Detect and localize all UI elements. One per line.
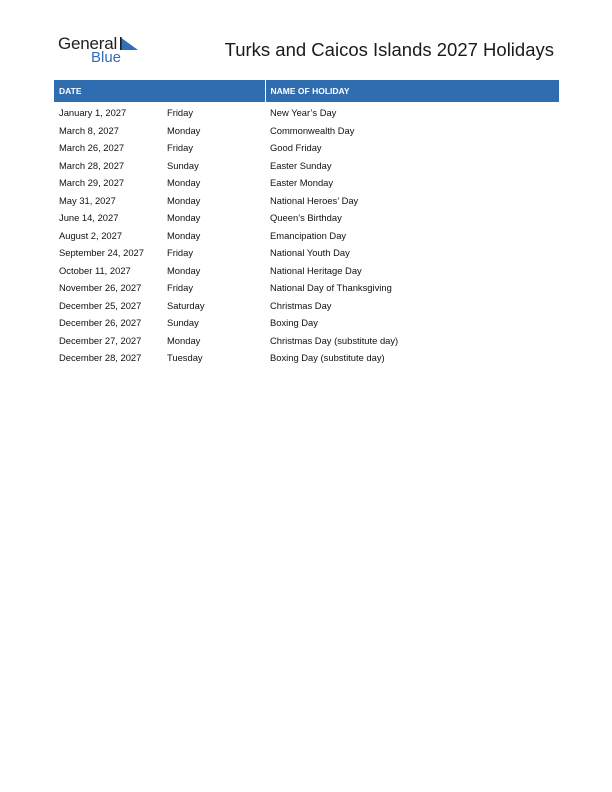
holiday-name-cell: Boxing Day — [270, 317, 318, 329]
holiday-date-cell: September 24, 2027 — [59, 247, 144, 259]
weekday-cell: Sunday — [167, 159, 199, 171]
logo-word-blue: Blue — [91, 49, 122, 66]
table-row — [54, 262, 559, 280]
holiday-name-cell: National Day of Thanksgiving — [270, 282, 392, 294]
holiday-name-cell: New Year’s Day — [270, 107, 337, 119]
holiday-name-cell: Christmas Day — [270, 299, 332, 311]
weekday-cell: Monday — [167, 229, 201, 241]
weekday-cell: Friday — [167, 142, 194, 154]
weekday-cell: Monday — [167, 177, 201, 189]
holiday-name-cell: Commonwealth Day — [270, 124, 355, 136]
holiday-name-cell: National Heroes’ Day — [270, 194, 359, 206]
logo-word-general: General — [58, 34, 118, 53]
table-row — [54, 297, 559, 315]
holiday-name-cell: Queen’s Birthday — [270, 212, 342, 224]
weekday-cell: Monday — [167, 124, 201, 136]
holiday-date-cell: December 25, 2027 — [59, 299, 142, 311]
weekday-cell: Monday — [167, 264, 201, 276]
holiday-rows — [54, 102, 559, 367]
table-row — [54, 157, 559, 175]
table-row — [54, 332, 559, 350]
table-row — [54, 349, 559, 367]
holiday-name-cell: National Heritage Day — [270, 264, 362, 276]
holiday-date-cell: January 1, 2027 — [59, 107, 127, 119]
table-row — [54, 314, 559, 332]
holiday-date-cell: March 8, 2027 — [59, 124, 119, 136]
holiday-name-cell: Emancipation Day — [270, 229, 347, 241]
table-row — [54, 227, 559, 245]
weekday-cell: Friday — [167, 247, 194, 259]
holiday-date-cell: March 28, 2027 — [59, 159, 125, 171]
holiday-date-cell: December 28, 2027 — [59, 352, 142, 364]
holiday-date-cell: December 26, 2027 — [59, 317, 142, 329]
weekday-cell: Monday — [167, 194, 201, 206]
holiday-date-cell: August 2, 2027 — [59, 229, 123, 241]
holiday-name-cell: Easter Sunday — [270, 159, 332, 171]
date-column-header: DATE — [54, 80, 265, 102]
holiday-name-cell: Christmas Day (substitute day) — [270, 334, 399, 346]
table-row — [54, 122, 559, 140]
table-row — [54, 102, 559, 122]
pennant-flag-icon — [120, 37, 138, 51]
holiday-name-cell: Easter Monday — [270, 177, 334, 189]
table-row — [54, 139, 559, 157]
table-row — [54, 209, 559, 227]
holiday-date-cell: November 26, 2027 — [59, 282, 142, 294]
holiday-name-cell: Good Friday — [270, 142, 322, 154]
holiday-date-cell: March 29, 2027 — [59, 177, 125, 189]
holiday-date-cell: May 31, 2027 — [59, 194, 116, 206]
weekday-cell: Monday — [167, 212, 201, 224]
holiday-name-cell: National Youth Day — [270, 247, 350, 259]
table-row — [54, 279, 559, 297]
weekday-cell: Saturday — [167, 299, 205, 311]
table-header-row — [54, 80, 559, 102]
holiday-table — [54, 80, 559, 367]
holiday-date-cell: December 27, 2027 — [59, 334, 142, 346]
holiday-date-cell: October 11, 2027 — [59, 264, 131, 276]
holiday-name-cell: Boxing Day (substitute day) — [270, 352, 385, 364]
table-row — [54, 244, 559, 262]
holiday-name-column-header: NAME OF HOLIDAY — [265, 80, 559, 102]
table-row — [54, 192, 559, 210]
weekday-cell: Tuesday — [167, 352, 203, 364]
table-row — [54, 174, 559, 192]
holiday-date-cell: March 26, 2027 — [59, 142, 125, 154]
page-title: Turks and Caicos Islands 2027 Holidays — [224, 39, 554, 60]
weekday-cell: Friday — [167, 282, 194, 294]
holiday-date-cell: June 14, 2027 — [59, 212, 119, 224]
weekday-cell: Sunday — [167, 317, 199, 329]
weekday-cell: Friday — [167, 107, 194, 119]
weekday-cell: Monday — [167, 334, 201, 346]
brand-logo — [58, 34, 148, 68]
